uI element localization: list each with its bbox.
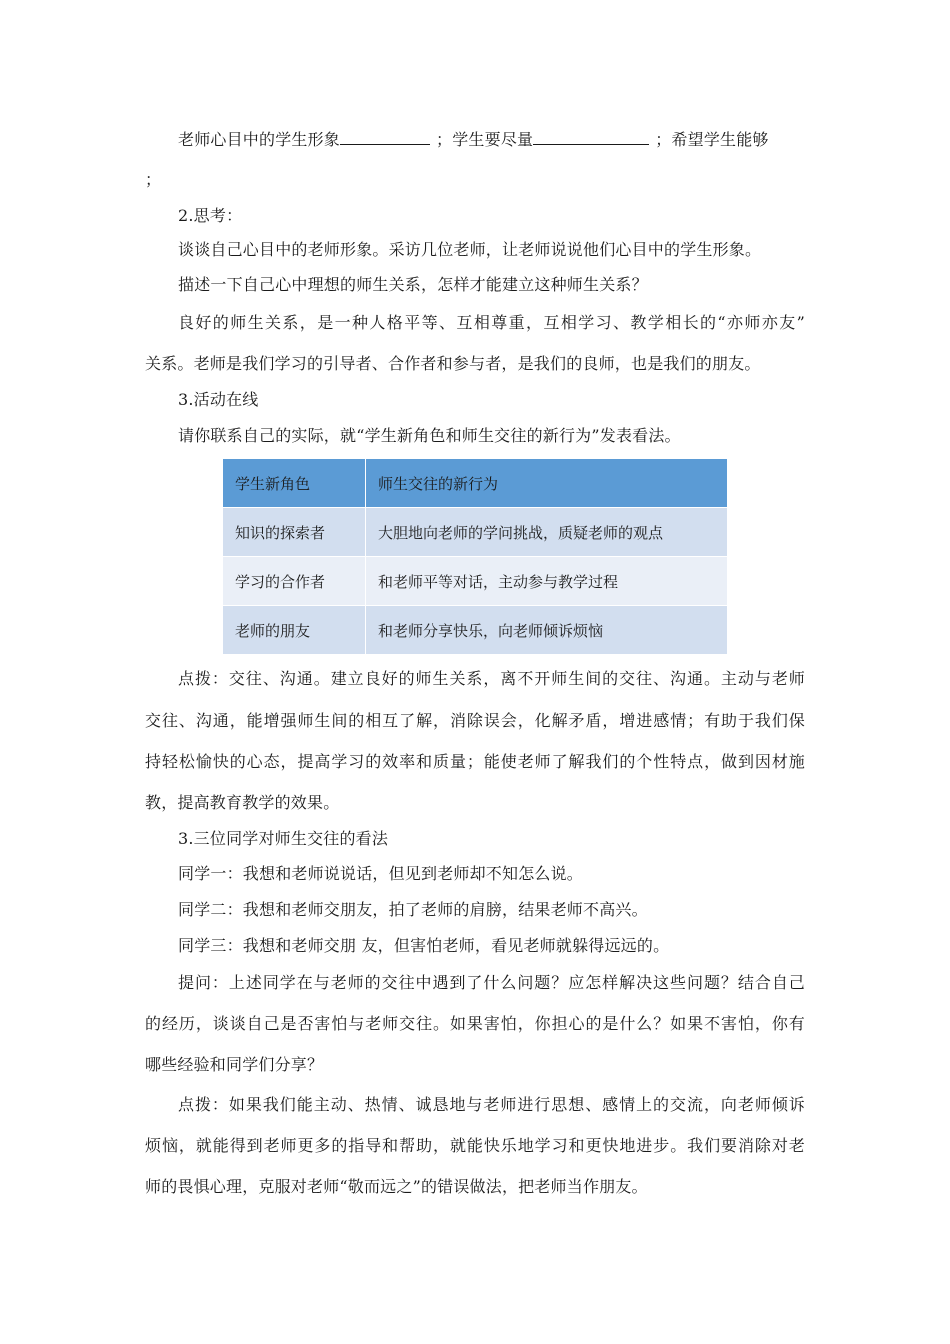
fill-in-text-3: ；希望学生能够 — [655, 130, 769, 149]
fill-in-text-2: ；学生要尽量 — [436, 130, 534, 149]
section-heading-activity: 3.活动在线 — [178, 390, 259, 409]
table-header-row — [223, 459, 728, 508]
fill-in-wrap: ； — [145, 170, 162, 189]
question-paragraph-line-3: 哪些经验和同学们分享？ — [145, 1055, 324, 1074]
table-row — [223, 557, 728, 606]
tip-paragraph-1-line-3: 持轻松愉快的心态，提高学习的效率和质量；能使老师了解我们的个性特点，做到因材施 — [145, 752, 805, 771]
tip-paragraph-2-line-2: 烦恼，就能得到老师更多的指导和帮助，就能快乐地学习和更快地进步。我们要消除对老 — [145, 1136, 805, 1155]
section-heading-think: 2.思考： — [178, 206, 243, 225]
student-1-statement: 同学一：我想和老师说说话，但见到老师却不知怎么说。 — [178, 864, 584, 883]
tip-paragraph-2-line-1: 点拨：如果我们能主动、热情、诚恳地与老师进行思想、感情上的交流，向老师倾诉 — [178, 1095, 805, 1114]
relationship-paragraph-line-2: 关系。老师是我们学习的引导者、合作者和参与者，是我们的良师，也是我们的朋友。 — [145, 354, 761, 373]
table-header-cell: 师生交往的新行为 — [366, 459, 728, 508]
activity-prompt: 请你联系自己的实际，就“学生新角色和师生交往的新行为”发表看法。 — [178, 426, 681, 445]
student-2-statement: 同学二：我想和老师交朋友，拍了老师的肩膀，结果老师不高兴。 — [178, 900, 648, 919]
question-paragraph-line-1: 提问：上述同学在与老师的交往中遇到了什么问题？应怎样解决这些问题？结合自己 — [178, 973, 805, 992]
table-cell: 知识的探索者 — [223, 508, 366, 557]
table-cell: 和老师平等对话，主动参与教学过程 — [366, 557, 728, 606]
section-heading-three-students: 3.三位同学对师生交往的看法 — [178, 829, 389, 848]
think-question-1: 谈谈自己心目中的老师形象。采访几位老师，让老师说说他们心目中的学生形象。 — [178, 240, 762, 259]
table-cell: 大胆地向老师的学问挑战，质疑老师的观点 — [366, 508, 728, 557]
table-row — [223, 508, 728, 557]
table-header-cell: 学生新角色 — [223, 459, 366, 508]
table-row — [223, 606, 728, 655]
fill-in-blank-2[interactable] — [533, 128, 649, 145]
fill-in-line — [178, 128, 769, 150]
table-cell: 老师的朋友 — [223, 606, 366, 655]
question-paragraph-line-2: 的经历，谈谈自己是否害怕与老师交往。如果害怕，你担心的是什么？如果不害怕，你有 — [145, 1014, 805, 1033]
table-cell: 学习的合作者 — [223, 557, 366, 606]
relationship-paragraph-line-1: 良好的师生关系，是一种人格平等、互相尊重，互相学习、教学相长的“亦师亦友” — [178, 313, 805, 332]
think-question-2: 描述一下自己心中理想的师生关系，怎样才能建立这种师生关系？ — [178, 275, 648, 294]
tip-paragraph-1-line-1: 点拨：交往、沟通。建立良好的师生关系，离不开师生间的交往、沟通。主动与老师 — [178, 669, 805, 688]
table-cell: 和老师分享快乐，向老师倾诉烦恼 — [366, 606, 728, 655]
roles-table — [222, 458, 728, 655]
tip-paragraph-2-line-3: 师的畏惧心理，克服对老师“敬而远之”的错误做法，把老师当作朋友。 — [145, 1177, 648, 1196]
fill-in-text-1: 老师心目中的学生形象 — [178, 130, 341, 149]
fill-in-blank-1[interactable] — [340, 128, 430, 145]
tip-paragraph-1-line-2: 交往、沟通，能增强师生间的相互了解，消除误会，化解矛盾，增进感情；有助于我们保 — [145, 711, 805, 730]
student-3-statement: 同学三：我想和老师交朋 友，但害怕老师，看见老师就躲得远远的。 — [178, 936, 670, 955]
tip-paragraph-1-line-4: 教，提高教育教学的效果。 — [145, 793, 340, 812]
